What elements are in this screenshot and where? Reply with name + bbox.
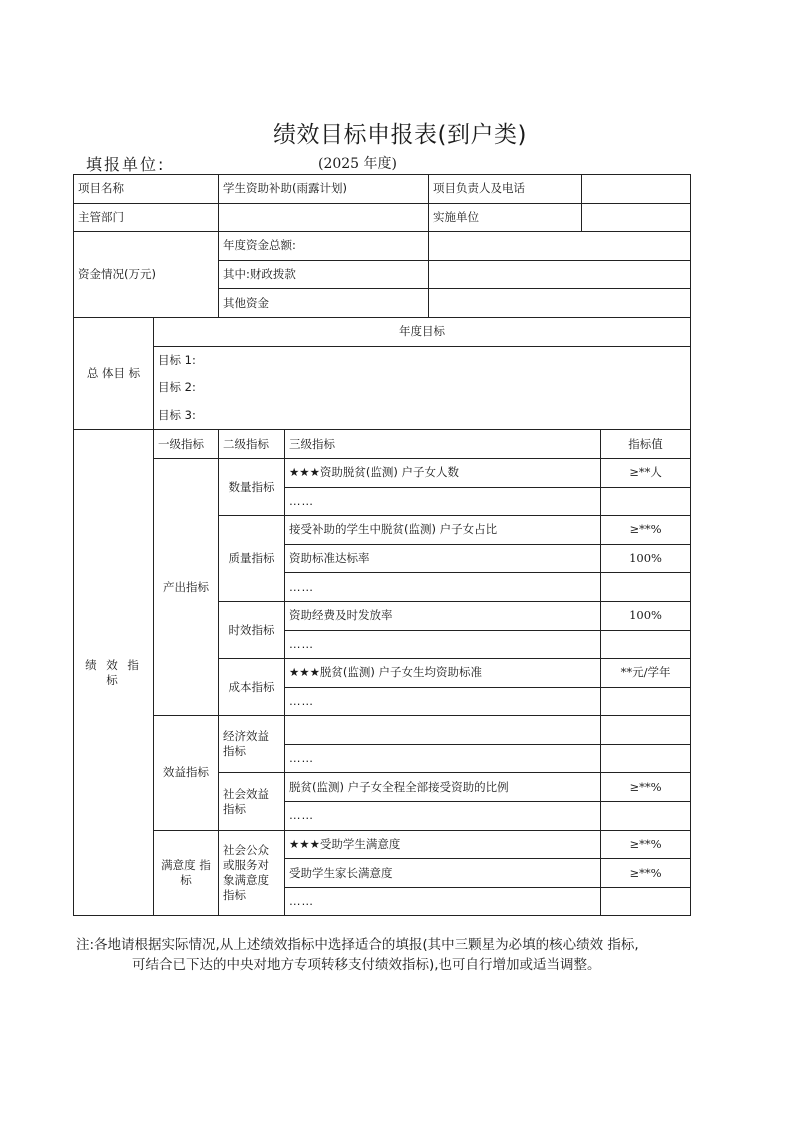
social-item-more: ……: [285, 802, 601, 831]
goal-1: 目标 1:: [154, 346, 691, 374]
satisfaction-value-1: ≥**%: [601, 830, 691, 859]
quality-item-1: 接受补助的学生中脱贫(监测) 户子女占比: [285, 516, 601, 545]
funds-label: 资金情况(万元): [74, 232, 219, 318]
quality-value-1: ≥**%: [601, 516, 691, 545]
quantity-indicator-label: 数量指标: [219, 458, 285, 515]
footnote-line-1: 注:各地请根据实际情况,从上述绩效指标中选择适合的填报(其中三颗星为必填的核心绩效 指标,: [76, 937, 639, 953]
timeliness-item-1: 资助经费及时发放率: [285, 601, 601, 630]
dept-value: [219, 203, 429, 232]
funds-fiscal-value: [429, 260, 691, 289]
satisfaction-value-2: ≥**%: [601, 859, 691, 888]
quality-value-2: 100%: [601, 544, 691, 573]
satisfaction-value-more: [601, 887, 691, 916]
goal-3: 目标 3:: [154, 402, 691, 430]
fill-unit-label: 填报单位:: [86, 155, 166, 174]
timeliness-value-1: 100%: [601, 601, 691, 630]
dept-label: 主管部门: [74, 203, 219, 232]
quality-item-more: ……: [285, 573, 601, 602]
goal-2: 目标 2:: [154, 374, 691, 402]
timeliness-indicator-label: 时效指标: [219, 601, 285, 658]
social-value-1: ≥**%: [601, 773, 691, 802]
impl-unit-label: 实施单位: [429, 203, 582, 232]
indicators-section-label: 绩 效 指 标: [74, 430, 154, 916]
funds-other-label: 其他资金: [219, 289, 429, 318]
satisfaction-item-1: ★★★受助学生满意度: [285, 830, 601, 859]
cost-value-more: [601, 687, 691, 716]
quantity-value-1: ≥**人: [601, 458, 691, 487]
economic-value-1: [601, 716, 691, 745]
annual-goal-header: 年度目标: [154, 317, 691, 346]
project-owner-value: [582, 175, 691, 204]
timeliness-value-more: [601, 630, 691, 659]
performance-target-table: [73, 174, 691, 916]
satisfaction-indicator-label: 满意度 指标: [154, 830, 219, 916]
footnote-line-2: 可结合已下达的中央对地方专项转移支付绩效指标),也可自行增加或适当调整。: [132, 957, 601, 973]
funds-total-label: 年度资金总额:: [219, 232, 429, 261]
social-value-more: [601, 802, 691, 831]
year-label: (2025 年度): [318, 156, 398, 172]
satisfaction-item-2: 受助学生家长满意度: [285, 859, 601, 888]
funds-fiscal-label: 其中:财政拨款: [219, 260, 429, 289]
cost-indicator-label: 成本指标: [219, 659, 285, 716]
footnote: [76, 935, 696, 975]
col-level2-header: 二级指标: [219, 430, 285, 459]
social-benefit-label: 社会效益指标: [219, 773, 285, 830]
col-level3-header: 三级指标: [285, 430, 601, 459]
quantity-item-more: ……: [285, 487, 601, 516]
satisfaction-item-more: ……: [285, 887, 601, 916]
funds-total-value: [429, 232, 691, 261]
impl-unit-value: [582, 203, 691, 232]
benefit-indicator-label: 效益指标: [154, 716, 219, 830]
economic-benefit-label: 经济效益指标: [219, 716, 285, 773]
quantity-item-1: ★★★资助脱贫(监测) 户子女人数: [285, 458, 601, 487]
cost-item-more: ……: [285, 687, 601, 716]
output-indicator-label: 产出指标: [154, 458, 219, 715]
economic-value-more: [601, 744, 691, 773]
economic-item-more: ……: [285, 744, 601, 773]
project-name-value: 学生资助补助(雨露计划): [219, 175, 429, 204]
col-level1-header: 一级指标: [154, 430, 219, 459]
project-owner-label: 项目负责人及电话: [429, 175, 582, 204]
quality-item-2: 资助标准达标率: [285, 544, 601, 573]
project-name-label: 项目名称: [74, 175, 219, 204]
funds-other-value: [429, 289, 691, 318]
social-item-1: 脱贫(监测) 户子女全程全部接受资助的比例: [285, 773, 601, 802]
satisfaction-sub-label: 社会公众或服务对象满意度指标: [219, 830, 285, 916]
quantity-value-more: [601, 487, 691, 516]
col-value-header: 指标值: [601, 430, 691, 459]
quality-indicator-label: 质量指标: [219, 516, 285, 602]
economic-item-1: [285, 716, 601, 745]
overall-goal-label: 总 体目 标: [74, 317, 154, 429]
page-title: 绩效目标申报表(到户类): [273, 122, 527, 148]
cost-value-1: **元/学年: [601, 659, 691, 688]
timeliness-item-more: ……: [285, 630, 601, 659]
cost-item-1: ★★★脱贫(监测) 户子女生均资助标准: [285, 659, 601, 688]
quality-value-more: [601, 573, 691, 602]
